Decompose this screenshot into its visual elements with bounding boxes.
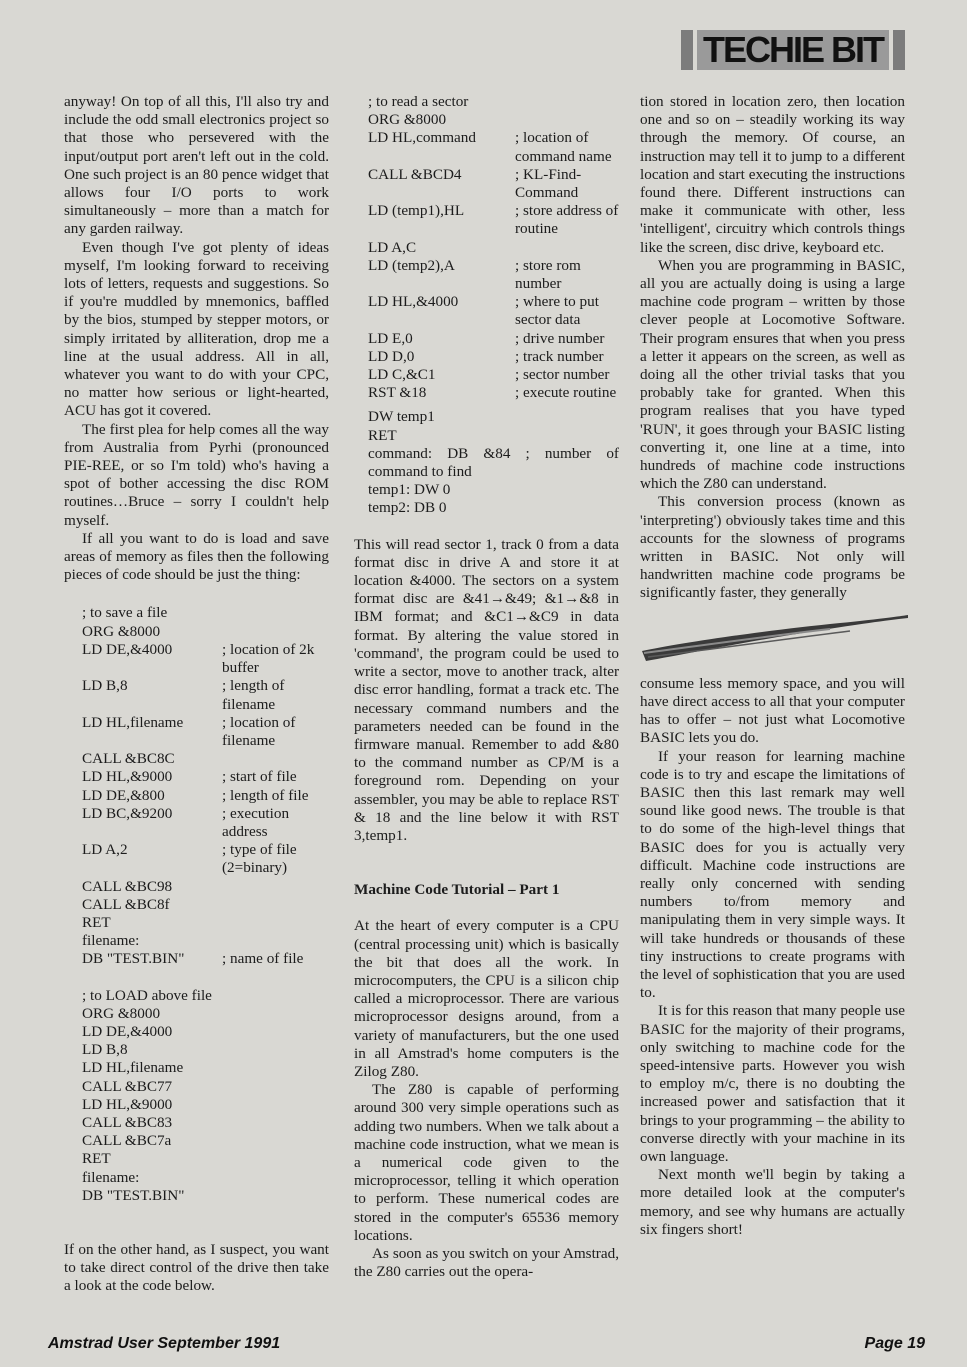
code-line: LD HL,&9000 (82, 1095, 173, 1113)
code-command-line: command: DB &84 ; number of command to find (368, 444, 619, 481)
code-row (82, 768, 329, 786)
code-comment: ; drive number (515, 329, 605, 347)
badge-bar-left (681, 30, 693, 70)
code-instruction: filename: (82, 932, 140, 950)
code-row (368, 384, 619, 402)
paragraph: consume less memory space, and you will have direct access to all that your computer has to offer – not just what Locomotive BASIC lets you do. (640, 674, 905, 747)
code-instruction: LD D,0 (368, 347, 415, 365)
article-column-2 (354, 93, 619, 1281)
code-row (82, 914, 329, 932)
paragraph: When you are programming in BASIC, all you are actually doing is using a large machine code program – written by those clever people at Locomotive Software. Their program ensures that when you press a letter it appears on the screen, as well as doing all the other trivial tasks that you probably take for granted. When this program realises that you have typed 'RUN', it goes through your BASIC listing converting it, one line at a time, into hundreds of machine code instructions which the Z80 can understand. (640, 256, 905, 493)
code-comment: ; store address of routine (515, 202, 619, 238)
code-row (82, 932, 329, 950)
paragraph: If on the other hand, as I suspect, you want to take direct control of the drive then take a look at the code below. (64, 1240, 329, 1295)
code-comment (508, 111, 619, 129)
paragraph: As soon as you switch on your Amstrad, the Z80 carries out the opera- (354, 1244, 619, 1281)
code-instruction: LD DE,&4000 (82, 640, 173, 658)
section-badge (681, 30, 905, 70)
code-instruction: LD HL,&4000 (368, 293, 459, 311)
code-instruction: CALL &BC98 (82, 877, 173, 895)
code-comment: ; length of filename (222, 677, 285, 713)
code-instruction: ; to read a sector (368, 93, 469, 110)
code-line: temp2: DB 0 (368, 499, 447, 517)
code-comment (222, 878, 329, 896)
paragraph: This will read sector 1, track 0 from a data format disc in drive A and store it at location &4000. The sectors on a system format disc are &41→&49; &1→&8 in IBM format; and &C1→&C9 in data format. By altering the value stored in 'command', the program could be used to write a sector, move to another track, alter disc error handling, format a track etc. The necessary command numbers and the parameters needed can be found in the firmware manual. Remember to add &80 to the command number as CP/M is a foreground rom. Depending on your assembler, you may be able to replace RST & 18 and the line below it with RST 3,temp1. (354, 535, 619, 844)
code-instruction: DW temp1 (368, 408, 435, 426)
code-row (368, 408, 619, 426)
save-code-listing (82, 604, 329, 968)
code-row (82, 641, 329, 677)
code-row (82, 677, 329, 713)
code-instruction: LD C,&C1 (368, 366, 436, 384)
code-comment (222, 623, 329, 641)
code-row (82, 878, 329, 896)
code-comment: ; where to put sector data (515, 293, 599, 329)
code-instruction: RET (82, 913, 111, 931)
code-line: DB "TEST.BIN" (82, 1186, 185, 1204)
code-instruction: CALL &BC8C (82, 750, 175, 768)
code-comment: ; store rom number (515, 256, 581, 293)
code-comment: ; name of file (222, 950, 304, 968)
code-comment: ; sector number (515, 366, 610, 384)
code-row (368, 129, 619, 165)
paragraph: The first plea for help comes all the way from Australia from Pyrhi (pronounced PIE-REE, or so I'm told) who's having a spot of bother accessing the disc ROM routines…Bruce – sorry I couldn't help myself. (64, 420, 329, 529)
code-row (82, 714, 329, 750)
read-sector-code-listing (368, 93, 619, 518)
code-row (368, 111, 619, 129)
code-instruction: ; to save a file (82, 604, 168, 622)
code-instruction: ORG &8000 (82, 622, 161, 640)
code-comment (508, 93, 619, 111)
paragraph: If your reason for learning machine code is to try and escape the limitations of BASIC then this last remark may well sound like good news. The trouble is that to do some of the high-level things that BASIC does for you is actually very difficult. Machine code instructions are really only concerned with sending numbers to/from memory and manipulating them in very simple ways. It will take hundreds or thousands of these tiny instructions to create programs with the level of sophistication that you are used to. (640, 747, 905, 1002)
code-row (368, 257, 619, 293)
code-instruction: LD B,8 (82, 677, 128, 695)
footer-publication: Amstrad User September 1991 (48, 1335, 281, 1352)
code-instruction: CALL &BC8f (82, 895, 170, 913)
paragraph: tion stored in location zero, then location one and so on – steadily working its way through the memory. Of course, an instruction may tell it to jump to a different location and start executing the instructions found there. Different instructions can make it communicate with other, less 'intelligent', circuitry which controls things like the screen, disc drive, keyboard etc. (640, 93, 905, 256)
paragraph: At the heart of every computer is a CPU (central processing unit) which is basically the bit that does all the work. In microcomputers, the CPU is a silicon chip called a microprocessor. There are various microprocessor designs around, from a variety of manufacturers, but the one used in all Amstrad's home computers is the Zilog Z80. (354, 917, 619, 1080)
code-instruction: LD HL,command (368, 129, 476, 147)
code-line: LD DE,&4000 (82, 1022, 173, 1040)
code-row (82, 950, 329, 968)
code-instruction: LD HL,&9000 (82, 768, 173, 786)
code-comment (222, 914, 329, 932)
article-column-3 (640, 93, 905, 1239)
code-row (368, 293, 619, 329)
code-comment (222, 896, 329, 914)
code-row (368, 366, 619, 384)
code-comment: ; execution address (222, 804, 290, 840)
code-comment: ; track number (515, 347, 604, 365)
code-instruction: LD DE,&800 (82, 786, 165, 804)
code-comment: ; location of command name (515, 129, 612, 165)
code-comment: ; type of file (2=binary) (222, 841, 297, 877)
code-row (82, 805, 329, 841)
section-heading: Machine Code Tutorial – Part 1 (354, 881, 560, 899)
code-row (368, 166, 619, 202)
section-label: TECHIE BIT (697, 30, 889, 70)
code-row (82, 750, 329, 768)
code-comment (508, 408, 619, 426)
paragraph: If all you want to do is load and save areas of memory as files then the following pieces of code should be just the thing: (64, 529, 329, 584)
code-comment: ; start of file (222, 768, 297, 786)
code-line: LD HL,filename (82, 1059, 184, 1077)
code-line: CALL &BC83 (82, 1113, 173, 1131)
paragraph: The Z80 is capable of performing around 300 very simple operations such as adding two numbers. When we talk about a machine code instruction, what we mean is a numerical code given to the microprocessor, telling it which operation to perform. These numerical codes are stored in the computer's 65536 memory locations. (354, 1081, 619, 1244)
code-instruction: LD A,2 (82, 841, 128, 859)
code-instruction: LD HL,filename (82, 713, 184, 731)
code-comment: ; location of 2k buffer (222, 640, 315, 677)
paragraph: Next month we'll begin by taking a more detailed look at the computer's memory, and see why humans are actually six fingers short! (640, 1166, 905, 1238)
code-row (82, 623, 329, 641)
code-line: filename: (82, 1168, 140, 1186)
load-code-listing (82, 987, 329, 1205)
code-row (368, 330, 619, 348)
code-line: temp1: DW 0 (368, 481, 451, 499)
paragraph: It is for this reason that many people use BASIC for the majority of their programs, only switching to machine code for the speed-intensive parts. However you wish to employ m/c, there is no doubting the increased power and satisfaction that it brings to your programming – the ability to converse directly with your machine in its own language. (640, 1002, 905, 1165)
code-line: ORG &8000 (82, 1004, 161, 1022)
code-comment: ; length of file (222, 786, 309, 804)
code-instruction: RET (368, 426, 397, 444)
code-instruction: CALL &BCD4 (368, 165, 462, 183)
code-comment (222, 604, 329, 622)
footer-page-number: Page 19 (864, 1335, 925, 1352)
code-comment (222, 750, 329, 768)
code-comment: ; execute routine (515, 384, 617, 402)
code-row (368, 239, 619, 257)
code-row (368, 202, 619, 238)
code-comment: ; KL-Find-Command (515, 165, 582, 202)
code-instruction: LD A,C (368, 238, 417, 256)
code-row (368, 93, 619, 111)
code-row (368, 427, 619, 445)
code-line: CALL &BC77 (82, 1077, 173, 1095)
article-column-1 (64, 93, 329, 1296)
code-row (82, 604, 329, 622)
paragraph: Even though I've got plenty of ideas myself, I'm looking forward to receiving lots of letters, requests and suggestions. So if you're muddled by mnemonics, baffled by the bios, stumped by stepper motors, or simply irritated by alliteration, drop me a line at the usual address. All in all, whatever you want to do with your CPC, no matter how serious or light-hearted, ACU has got it covered. (64, 238, 329, 420)
badge-bar-right (893, 30, 905, 70)
code-comment (222, 932, 329, 950)
code-row (82, 787, 329, 805)
code-instruction: LD E,0 (368, 329, 413, 347)
code-comment: ; location of filename (222, 713, 296, 749)
code-line: ; to LOAD above file (82, 986, 212, 1004)
code-line: RET (82, 1150, 111, 1168)
paragraph: This conversion process (known as 'interpreting') obviously takes time and this accounts for the slowness of programs written in BASIC. Not only will handwritten machine code programs be significantly faster, they generally (640, 493, 905, 602)
code-instruction: LD BC,&9200 (82, 804, 173, 822)
code-row (82, 896, 329, 914)
code-comment (508, 239, 619, 257)
code-row (82, 841, 329, 877)
brush-stroke-divider (640, 603, 910, 675)
code-line: LD B,8 (82, 1041, 128, 1059)
code-instruction: ORG &8000 (368, 111, 447, 129)
code-instruction: LD (temp1),HL (368, 202, 465, 220)
code-row (368, 348, 619, 366)
page-footer (48, 1335, 925, 1357)
paragraph: anyway! On top of all this, I'll also try and include the odd small electronics project so that those who persevered with the input/output port aren't left out in the cold. One such project is an 80 pence widget that allows four I/O ports to work simultaneously – more than a match for any garden railway. (64, 93, 329, 238)
code-comment (508, 427, 619, 445)
code-instruction: LD (temp2),A (368, 256, 455, 274)
code-instruction: DB "TEST.BIN" (82, 950, 185, 968)
code-instruction: RST &18 (368, 384, 427, 402)
code-line: CALL &BC7a (82, 1132, 172, 1150)
